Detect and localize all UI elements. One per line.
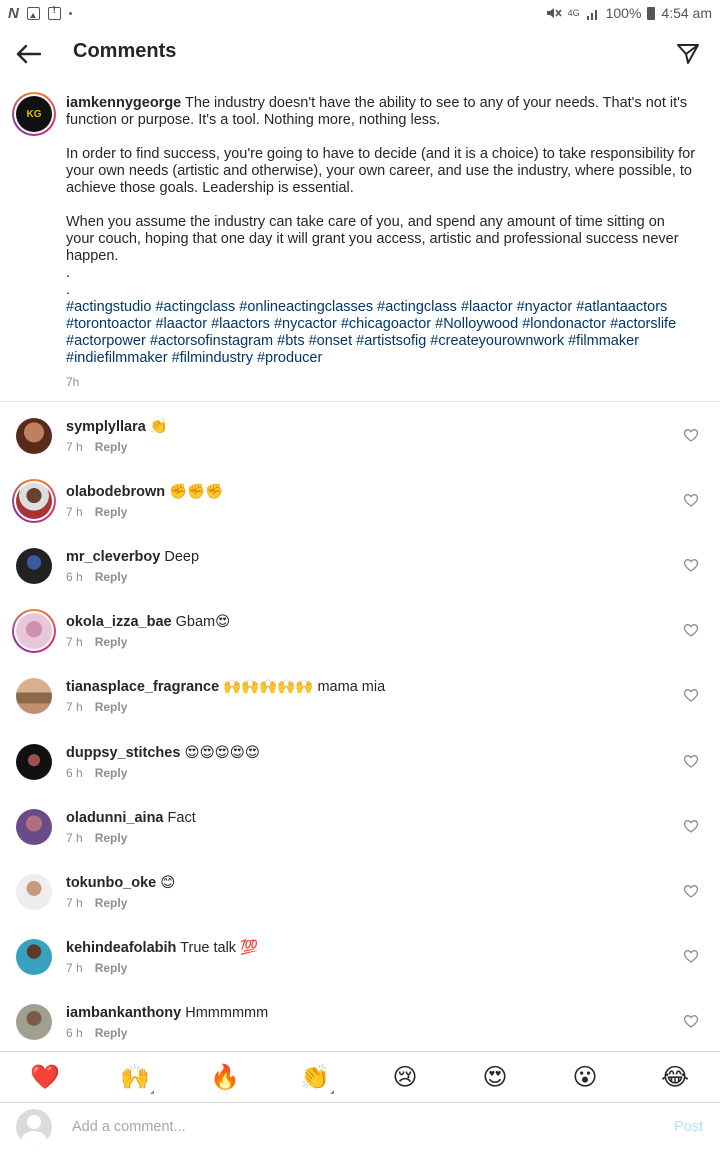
comment-username[interactable]: oladunni_aina [66,810,164,826]
comment-item [0,483,720,548]
comment-username[interactable]: tianasplace_fragrance [66,679,220,695]
emoji-surprised-button[interactable]: 😮 [572,1063,598,1091]
comment-time: 7 h [66,635,83,649]
comment-time: 6 h [66,570,83,584]
more-notifications-icon [69,12,72,15]
avatar[interactable] [16,418,52,454]
caption-dot-1: . [66,265,71,281]
page-title: Comments [73,40,177,62]
comment-text: True talk 💯 [180,940,259,956]
comment-text: 🙌🙌🙌🙌🙌 mama mia [223,679,386,695]
heart-icon[interactable] [683,557,699,573]
emoji-laughing-button[interactable]: 😂 [660,1063,690,1091]
caption-dot-2: . [66,282,71,298]
clock: 4:54 am [661,5,712,21]
comment-username[interactable]: kehindeafolabih [66,940,177,956]
comment-item [0,874,720,939]
back-arrow-icon [15,44,41,64]
heart-icon[interactable] [683,753,699,769]
post-caption [0,86,720,402]
reply-button[interactable]: Reply [94,896,128,910]
caption-paragraph-1: The industry doesn't have the ability to see to any of your needs. That's not it's function or purpose. It's a tool. Nothing more, nothing less. [66,95,688,128]
emoji-raised-hands-button[interactable]: 🙌 [120,1063,150,1091]
comment-time: 7 h [66,831,83,845]
comment-time: 7 h [66,440,83,454]
caption-timestamp: 7h [66,375,80,389]
header [0,26,720,82]
avatar[interactable] [16,678,52,714]
emoji-heart-button[interactable]: ❤️ [30,1063,60,1091]
caption-paragraph-2: In order to find success, you're going to have to decide (and it is a choice) to take responsibility for your own needs (artistic and otherwise), your own career, and use the industry, where possible, to achieve those goals. Leadership is essential. [66,146,696,196]
battery-percent: 100% [605,5,642,21]
comment-username[interactable]: symplyllara [66,419,146,435]
reply-button[interactable]: Reply [94,766,128,780]
comment-username[interactable]: okola_izza_bae [66,614,172,630]
comment-item [0,613,720,678]
comment-text: 👏 [149,419,168,435]
avatar[interactable] [16,874,52,910]
reply-button[interactable]: Reply [94,505,128,519]
network-type: 4G [567,8,580,18]
emoji-crying-button[interactable]: 😢 [392,1063,418,1091]
back-button[interactable] [12,38,44,70]
comment-item [0,418,720,483]
battery-icon [647,7,655,20]
comment-time: 6 h [66,1026,83,1040]
comment-time: 7 h [66,961,83,975]
avatar-logo: KG [16,96,52,132]
comment-username[interactable]: duppsy_stitches [66,745,181,761]
comment-text: Deep [164,549,200,565]
comment-time: 7 h [66,896,83,910]
avatar[interactable] [16,809,52,845]
status-left [8,5,72,22]
comment-username[interactable]: mr_cleverboy [66,549,161,565]
comment-text: Gbam😍 [175,614,231,630]
comment-text: Hmmmmmm [185,1005,269,1021]
comment-item [0,939,720,1004]
comment-text: 😊 [160,875,176,891]
comment-composer [0,1103,720,1152]
gallery-notification-icon [27,7,40,20]
reply-button[interactable]: Reply [94,570,128,584]
emoji-reaction-bar [0,1051,720,1103]
heart-icon[interactable] [683,492,699,508]
post-button[interactable]: Post [674,1119,704,1135]
comment-item [0,678,720,743]
signal-icon [586,7,600,20]
caption-avatar[interactable] [12,92,56,136]
comment-time: 7 h [66,700,83,714]
caption-hashtags[interactable]: #actingstudio #actingclass #onlineactingclasses #actingclass #laactor #nyactor #atlantaactors #torontoactor #laactor #laactors #nycactor #chicagoactor #Nolloywood #londonactor #actorslife #actorpower #actorsofinstagram #bts #onset #artistsofig #createyourownwork #filmmaker #indiefilmmaker #filmindustry #producer [66,299,677,366]
user-avatar [16,1109,52,1145]
reply-button[interactable]: Reply [94,1026,128,1040]
heart-icon[interactable] [683,818,699,834]
comment-time: 6 h [66,766,83,780]
comment-text: Fact [167,810,196,826]
reply-button[interactable]: Reply [94,440,128,454]
avatar[interactable] [16,939,52,975]
emoji-fire-button[interactable]: 🔥 [210,1063,240,1091]
heart-icon[interactable] [683,883,699,899]
comment-username[interactable]: iambankanthony [66,1005,182,1021]
emoji-heart-eyes-button[interactable]: 😍 [482,1063,508,1091]
alert-notification-icon [48,7,61,20]
heart-icon[interactable] [683,1013,699,1029]
reply-button[interactable]: Reply [94,831,128,845]
comment-username[interactable]: tokunbo_oke [66,875,157,891]
avatar[interactable] [16,548,52,584]
comment-item [0,744,720,809]
comment-time: 7 h [66,505,83,519]
emoji-clap-button[interactable]: 👏 [300,1063,330,1091]
comment-input[interactable] [72,1115,652,1139]
direct-share-button[interactable] [672,38,704,70]
paper-plane-icon [676,43,700,65]
app-notification-icon: N [8,4,19,22]
comment-text: 😍😍😍😍😍 [184,745,261,761]
caption-paragraph-3: When you assume the industry can take care of you, and spend any amount of time sitting on your couch, hoping that one day it will grant you access, artistic and professional success never happen. [66,214,679,264]
heart-icon[interactable] [683,427,699,443]
comment-item [0,548,720,613]
reply-button[interactable]: Reply [94,635,128,649]
reply-button[interactable]: Reply [94,700,128,714]
heart-icon[interactable] [683,687,699,703]
heart-icon[interactable] [683,948,699,964]
comment-username[interactable]: olabodebrown [66,484,166,500]
avatar[interactable] [12,479,56,523]
avatar[interactable] [16,1004,52,1040]
caption-username[interactable]: iamkennygeorge [66,95,182,111]
caption-text [66,95,696,367]
avatar[interactable] [16,744,52,780]
reply-button[interactable]: Reply [94,961,128,975]
avatar[interactable] [12,609,56,653]
status-right [546,5,712,21]
mute-icon [546,6,562,20]
comment-item [0,809,720,874]
heart-icon[interactable] [683,622,699,638]
status-bar [0,0,720,26]
comment-text: ✊✊✊ [169,484,224,500]
